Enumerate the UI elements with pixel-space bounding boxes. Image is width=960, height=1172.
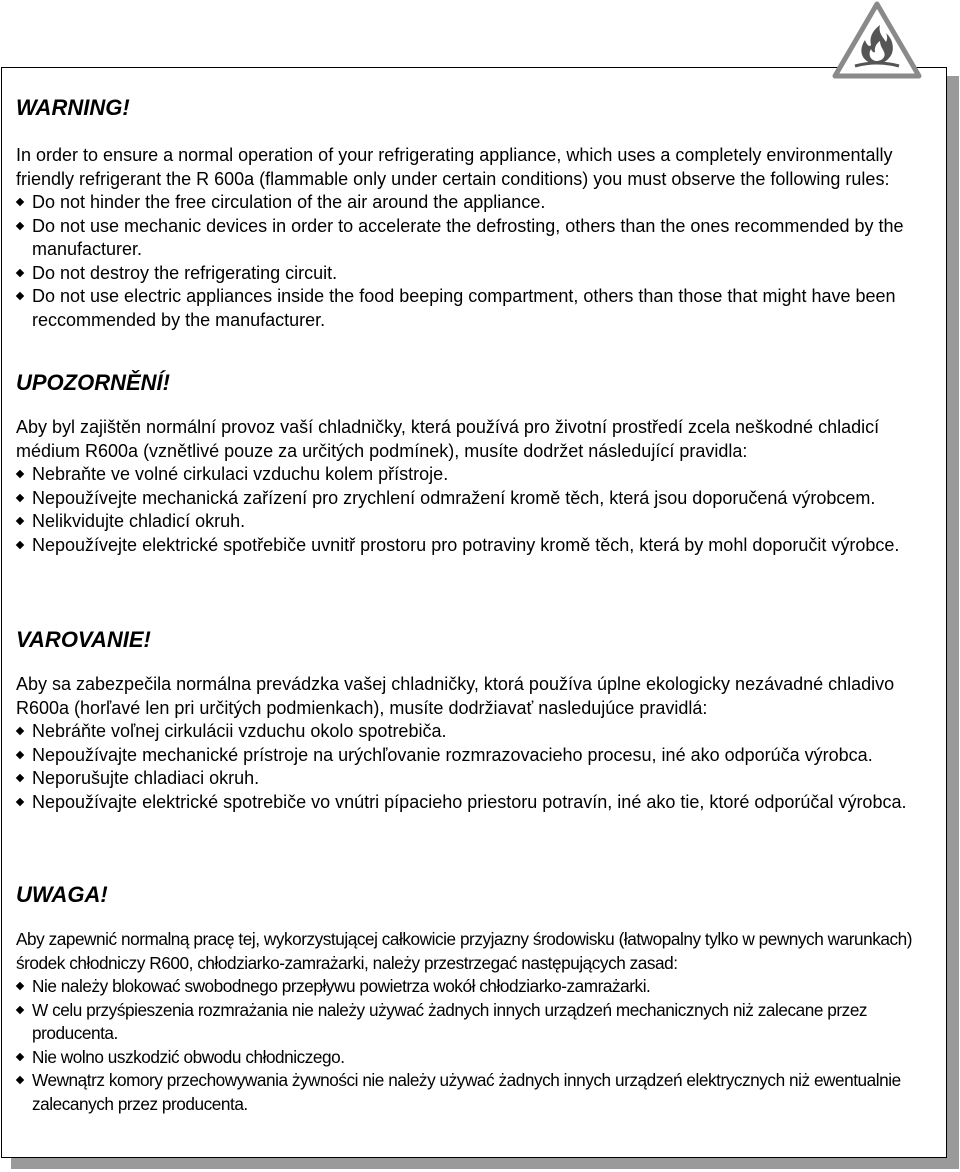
- list-item: Nie wolno uszkodzić obwodu chłodniczego.: [16, 1046, 916, 1070]
- diamond-bullet-icon: [16, 1076, 24, 1084]
- diamond-bullet-icon: [16, 292, 24, 300]
- list-item: W celu przyśpieszenia rozmrażania nie należy używać żadnych innych urządzeń mechanicznych niż zalecane przez producenta.: [16, 999, 916, 1046]
- heading-upozorneni: UPOZORNĚNÍ!: [16, 370, 170, 395]
- list-item: Wewnątrz komory przechowywania żywności nie należy używać żadnych innych urządzeń elektrycznych niż ewentualnie zalecanych przez producenta.: [16, 1069, 916, 1116]
- list-item: Nepoužívejte mechanická zařízení pro zrychlení odmražení kromě těch, která jsou doporučená výrobcem.: [16, 487, 916, 511]
- section-sk: [16, 628, 916, 814]
- section-en: [16, 96, 916, 332]
- diamond-bullet-icon: [16, 268, 24, 276]
- list-item: Nepoužívajte mechanické prístroje na urýchľovanie rozmrazovacieho procesu, iné ako odporúča výrobca.: [16, 744, 916, 768]
- heading-varovanie: VAROVANIE!: [16, 627, 151, 652]
- diamond-bullet-icon: [16, 540, 24, 548]
- list-item: Neporušujte chladiaci okruh.: [16, 767, 916, 791]
- rules-cz: [16, 463, 916, 557]
- flammable-warning-icon: [831, 0, 923, 80]
- list-item: Nepoužívajte elektrické spotrebiče vo vnútri pípacieho priestoru potravín, iné ako tie, ktoré odporúčal výrobca.: [16, 791, 916, 815]
- list-item: Do not use electric appliances inside the food beeping compartment, others than those that might have been reccommended by the manufacturer.: [16, 285, 916, 332]
- diamond-bullet-icon: [16, 774, 24, 782]
- rules-en: [16, 191, 916, 332]
- rules-sk: [16, 720, 916, 814]
- diamond-bullet-icon: [16, 493, 24, 501]
- intro-cz: Aby byl zajištěn normální provoz vaší chladničky, která používá pro životní prostředí zcela neškodné chladicí médium R600a (vznětlivé pouze za určitých podmínek), musíte dodržet následující pravidla:: [16, 417, 880, 461]
- section-cz: [16, 371, 916, 557]
- diamond-bullet-icon: [16, 797, 24, 805]
- list-item: Nelikvidujte chladicí okruh.: [16, 510, 916, 534]
- list-item: Do not hinder the free circulation of the air around the appliance.: [16, 191, 916, 215]
- list-item: Nebráňte voľnej cirkulácii vzduchu okolo spotrebiča.: [16, 720, 916, 744]
- diamond-bullet-icon: [16, 982, 24, 990]
- heading-uwaga: UWAGA!: [16, 882, 108, 907]
- diamond-bullet-icon: [16, 221, 24, 229]
- diamond-bullet-icon: [16, 470, 24, 478]
- list-item: Nebraňte ve volné cirkulaci vzduchu kolem přístroje.: [16, 463, 916, 487]
- intro-sk: Aby sa zabezpečila normálna prevádzka vašej chladničky, ktorá používa úplne ekologicky nezávadné chladivo R600a (horľavé len pri určitých podmienkach), musíte dodržiavať nasledujúce pravidlá:: [16, 674, 895, 718]
- diamond-bullet-icon: [16, 1005, 24, 1013]
- diamond-bullet-icon: [16, 750, 24, 758]
- diamond-bullet-icon: [16, 198, 24, 206]
- rules-pl: [16, 975, 916, 1116]
- list-item: Do not use mechanic devices in order to accelerate the defrosting, others than the ones recommended by the manufacturer.: [16, 215, 916, 262]
- heading-warning: WARNING!: [16, 95, 130, 120]
- list-item: Do not destroy the refrigerating circuit.: [16, 262, 916, 286]
- section-pl: [16, 883, 916, 1116]
- list-item: Nepoužívejte elektrické spotřebiče uvnitř prostoru pro potraviny kromě těch, která by mohl doporučit výrobce.: [16, 534, 916, 558]
- diamond-bullet-icon: [16, 727, 24, 735]
- diamond-bullet-icon: [16, 517, 24, 525]
- list-item: Nie należy blokować swobodnego przepływu powietrza wokół chłodziarko-zamrażarki.: [16, 975, 916, 999]
- intro-pl: Aby zapewnić normalną pracę tej, wykorzystującej całkowicie przyjazny środowisku (łatwopalny tylko w pewnych warunkach) środek chłodniczy R600, chłodziarko-zamrażarki, należy przestrzegać następujących zasad:: [16, 929, 912, 973]
- intro-en: In order to ensure a normal operation of your refrigerating appliance, which uses a completely environmentally friendly refrigerant the R 600a (flammable only under certain conditions) you must observe the following rules:: [16, 145, 893, 189]
- diamond-bullet-icon: [16, 1052, 24, 1060]
